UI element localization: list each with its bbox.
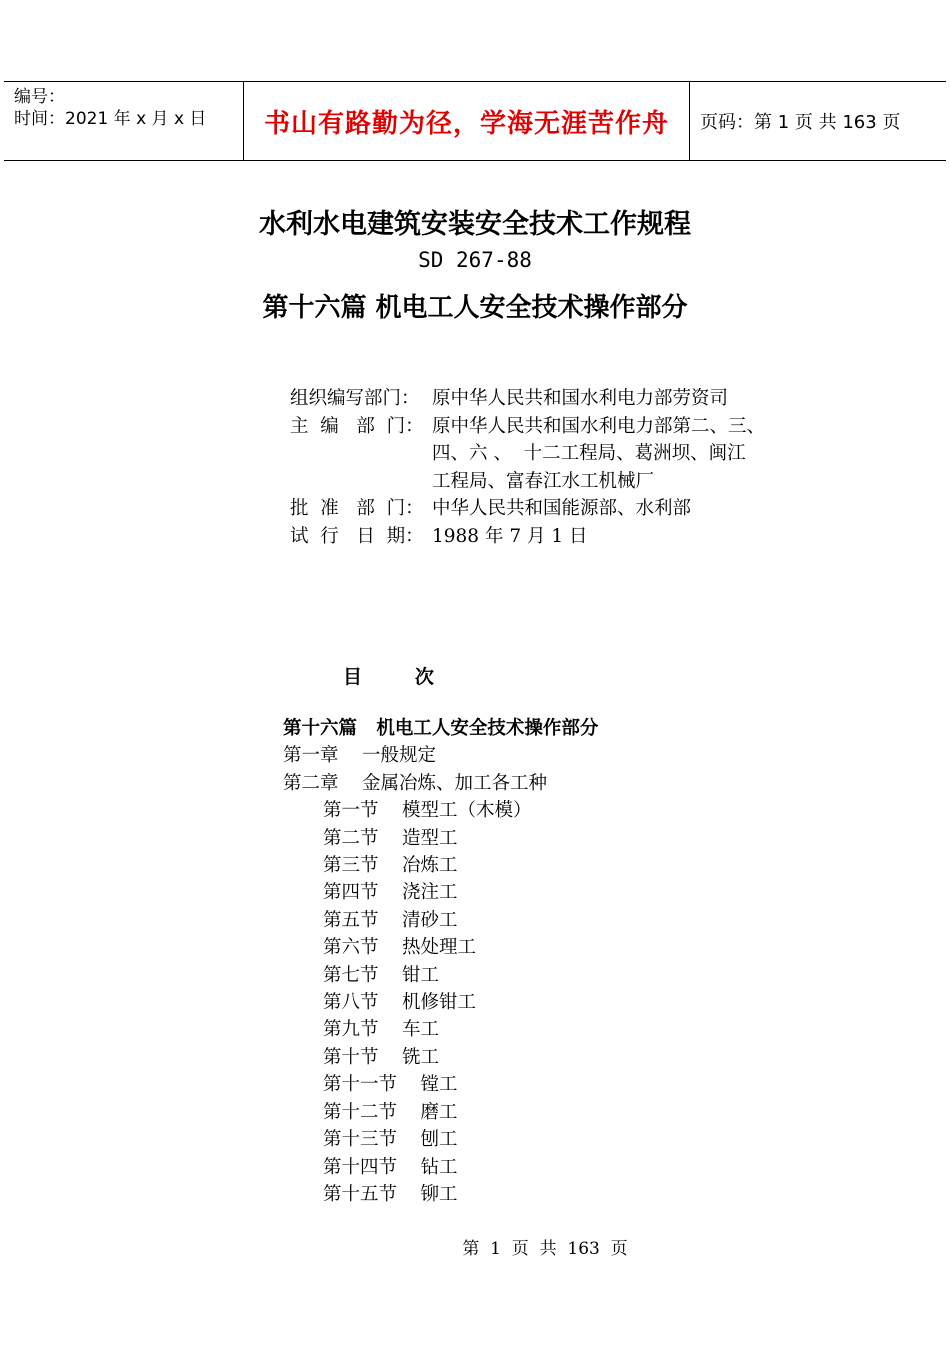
toc-heading: 目 次	[343, 666, 434, 688]
toc-section[interactable]: 第二节 造型工	[323, 827, 458, 849]
motto-text: 书山有路勤为径，学海无涯苦作舟	[263, 108, 669, 139]
meta-approve-label: 批 准 部 门：	[290, 498, 424, 519]
meta-org-value: 原中华人民共和国水利电力部劳资司	[432, 388, 729, 409]
toc-chapter[interactable]: 第一章 一般规定	[283, 745, 437, 767]
header-info-cell	[4, 82, 244, 160]
toc-section[interactable]: 第十三节 刨工	[323, 1129, 458, 1151]
header-page-cell	[690, 82, 946, 160]
document-time-label: 时间：2021 年 x 月 x 日	[14, 109, 207, 129]
meta-editor-value-1: 原中华人民共和国水利电力部第二、三、	[432, 415, 766, 437]
toc-section[interactable]: 第六节 热处理工	[323, 937, 477, 959]
toc-chapter[interactable]: 第二章 金属冶炼、加工各工种	[283, 772, 548, 794]
meta-editor-value-3: 工程局、富春江水工机械厂	[432, 470, 655, 492]
toc-section[interactable]: 第十节 铣工	[323, 1046, 440, 1068]
toc-part[interactable]: 第十六篇 机电工人安全技术操作部分	[283, 718, 599, 739]
meta-org-label: 组织编写部门：	[290, 388, 420, 409]
toc-section[interactable]: 第一节 模型工（木模）	[323, 800, 532, 822]
document-number-label: 编号：	[14, 87, 65, 107]
table-of-contents	[283, 715, 598, 1208]
part-title: 第十六篇 机电工人安全技术操作部分	[262, 293, 688, 323]
meta-editor-label: 主 编 部 门：	[290, 415, 424, 437]
toc-section[interactable]: 第四节 浇注工	[323, 882, 458, 904]
page-info: 页码：第 1 页 共 163 页	[700, 112, 901, 133]
header-table	[4, 81, 946, 161]
standard-code: SD 267-88	[418, 248, 532, 272]
header-motto-cell	[244, 82, 690, 160]
toc-section[interactable]: 第十五节 铆工	[323, 1183, 458, 1205]
toc-section[interactable]: 第十四节 钻工	[323, 1156, 458, 1178]
toc-section[interactable]: 第八节 机修钳工	[323, 992, 477, 1014]
toc-section[interactable]: 第十一节 镗工	[323, 1074, 458, 1096]
document-title-text: 水利水电建筑安装安全技术工作规程	[259, 209, 691, 240]
meta-trial-label: 试 行 日 期：	[290, 525, 424, 547]
meta-editor-value-2: 四、六 、 十二工程局、葛洲坝、闽江	[432, 443, 746, 464]
page-footer: 第 1 页 共 163 页	[462, 1239, 628, 1259]
toc-section[interactable]: 第十二节 磨工	[323, 1101, 458, 1123]
meta-row-trial	[290, 523, 765, 551]
meta-row-editor	[290, 413, 765, 441]
toc-section[interactable]: 第七节 钳工	[323, 964, 440, 986]
toc-section[interactable]: 第五节 清砂工	[323, 909, 458, 931]
document-metadata	[290, 385, 765, 550]
meta-row-approve	[290, 495, 765, 523]
toc-section[interactable]: 第三节 冶炼工	[323, 855, 458, 877]
meta-row-org	[290, 385, 765, 413]
meta-approve-value: 中华人民共和国能源部、水利部	[432, 498, 692, 519]
toc-section[interactable]: 第九节 车工	[323, 1019, 440, 1041]
meta-trial-value: 1988 年 7 月 1 日	[432, 525, 588, 547]
document-title	[0, 202, 950, 241]
